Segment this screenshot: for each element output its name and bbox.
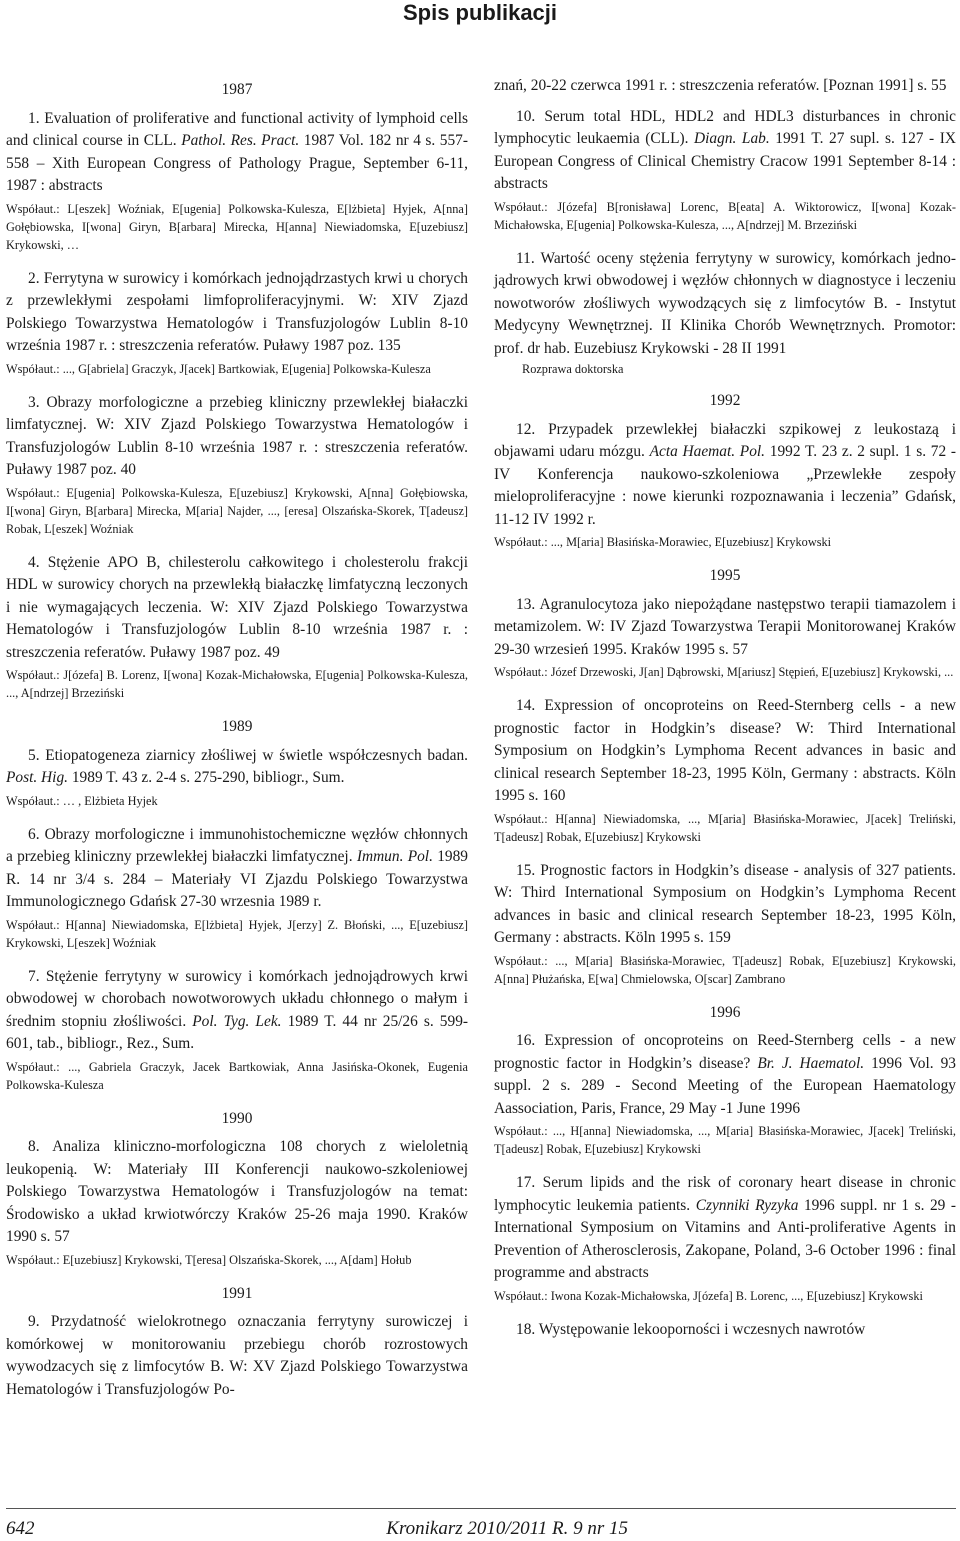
year-heading-1990: 1990 xyxy=(221,1109,253,1127)
coauthors-13: Współaut.: Józef Drzewoski, J[an] Dąbrowski, M[ariusz] Stępień, E[uzebiusz] Krykowski, ... xyxy=(494,665,954,679)
year-heading-1996: 1996 xyxy=(709,1003,741,1021)
journal-title: Pathol. Res. Pract. xyxy=(181,132,300,149)
journal-title: Immun. Pol. xyxy=(356,848,433,865)
publication-entry-1: 1. Evaluation of proliferative and functional activity of lymphoid cells and clinical course in CLL. Pathol. Res. Pract. 1987 Vol. 182 nr 4 s. 557-558 – Xith European Congress of Pathology Prague, September 6-11, 1987 : abstracts xyxy=(6,109,468,194)
publication-entry-12: 12. Przypadek przewlekłej białaczki szpikowej z leukostazą i objawami udaru mózgu. Acta Haemat. Pol. 1992 T. 23 z. 2 supl. 1 s. 72 - IV Konferencja naukowo-szkoleniowa „Przewlekłe zespoły mieloproliferacyjne : nowe kierunki rozpoznawania i leczenia” Gdańsk, 11-12 IV 1992 r. xyxy=(494,420,957,528)
publication-entry-2: 2. Ferrytyna w surowicy i komórkach jednojądrzastych krwi u chorych z przewlekłymi zespołami limfoproliferacyjnymi. W: XIV Zjazd Polskiego Towarzystwa Hematologów i Transfuzjologów Lublin 8-10 września 1987 r. : streszczenia referatów. Puławy 1987 poz. 135 xyxy=(6,269,468,354)
year-heading-1989: 1989 xyxy=(221,718,253,735)
publication-entry-10: 10. Serum total HDL, HDL2 and HDL3 disturbances in chronic lymphocytic leukaemia (CLL). Diagn. Lab. 1991 T. 27 supl. s. 127 - IX European Congress of Clinical Chemistry Cracow 1991 September 8-14 : abstracts xyxy=(494,107,956,192)
journal-title: Diagn. Lab. xyxy=(694,130,770,147)
coauthors-14: Współaut.: H[anna] Niewiadomska, ..., M[aria] Błasińska-Morawiec, J[acek] Treliński, T[adeusz] Robak, E[uzebiusz] Krykowski xyxy=(494,811,956,844)
year-heading-1991: 1991 xyxy=(221,1284,253,1302)
journal-title: Czynniki Ryzyka xyxy=(695,1196,799,1214)
publication-entry-8: 8. Analiza kliniczno-morfologiczna 108 chorych z wieloletnią leukopenią. W: Materiały III Konferencji naukowo-szkoleniowej Polskiego Towarzystwa Hematologów i Transfuzjologów na temat: Środowisko a układ krwiotwórczy Kraków 25-26 maja 1990. Kraków 1990 s. 57 xyxy=(6,1138,468,1245)
publication-entry-5: 5. Etiopatogeneza ziarnicy złośliwej w świetle współczesnych badan. Post. Hig. 1989 T. 43 z. 2-4 s. 275-290, bibliogr., Sum. xyxy=(6,746,468,786)
coauthors-6: Współaut.: H[anna] Niewiadomska, E[lżbieta] Hyjek, J[erzy] Z. Błoński, ..., E[uzebiusz] Krykowski, L[eszek] Woźniak xyxy=(6,917,468,950)
coauthors-5: Współaut.: … , Elżbieta Hyjek xyxy=(6,793,158,808)
coauthors-15: Współaut.: ..., M[aria] Błasińska-Morawiec, T[adeusz] Robak, E[uzebiusz] Krykowski, A[nna] Płużańska, E[wa] Chmielowska, O[scar] Zambrano xyxy=(494,953,956,986)
publication-entry-9: 9. Przydatność wielokrotnego oznaczania ferrytyny surowiczej i komórkowej w monitorowaniu przebiegu chorób rozrostowych wywodzacych się z limfocytów B. W: XV Zjazd Polskiego Towarzystwa Hematologów i Transfuzjologów Po- xyxy=(6,1313,468,1398)
right-column xyxy=(494,75,956,1341)
left-column xyxy=(6,75,468,1401)
coauthors-8: Współaut.: E[uzebiusz] Krykowski, T[eresa] Olszańska-Skorek, ..., A[dam] Hołub xyxy=(6,1252,412,1267)
coauthors-4: Współaut.: J[ózefa] B. Lorenz, I[wona] Kozak-Michałowska, E[ugenia] Polkowska-Kulesza, ..., A[ndrzej] Brzeziński xyxy=(6,668,469,700)
publication-entry-13: 13. Agranulocytoza jako niepożądane następstwo terapii tiamazolem i metamizolem. W: IV Zjazd Towarzystwa Terapii Monitorowanej Kraków 29-30 wrzesień 1995. Kraków 1995 s. 57 xyxy=(494,595,956,658)
publication-entry-6: 6. Obrazy morfologiczne i immunohistochemiczne węzłów chłonnych a przebieg kliniczny przewlekłej białaczki limfatycznej. Immun. Pol. 1989 R. 14 nr 3/4 s. 284 – Materiały VI Zjazdu Polskiego Towarzystwa Immunologicznego Gdańsk 27-30 wrzesnia 1989 r. xyxy=(6,825,468,910)
page-number: 642 xyxy=(6,1518,35,1539)
journal-title: Acta Haemat. Pol. xyxy=(649,443,766,460)
page-title: Spis publikacji xyxy=(402,0,558,25)
publication-entry-14: 14. Expression of oncoproteins on Reed-Sternberg cells - a new prognostic factor in Hodgkin’s disease? W: Third International Symposium on Hodgkin’s Lymphoma Recent advances in basic and clinical research September 18-23, 1995 Köln, Germany : abstracts. Köln 1995 s. 160 xyxy=(494,697,956,804)
coauthors-17: Współaut.: Iwona Kozak-Michałowska, J[ózefa] B. Lorenc, ..., E[uzebiusz] Krykowski xyxy=(494,1288,923,1303)
publication-entry-4: 4. Stężenie APO B, chilesterolu całkowitego i cholesterolu frakcji HDL w surowicy chorych na przewlekłą białaczkę limfatyczną leczonych i nie wymagających leczenia. W: XIV Zjazd Polskiego Towarzystwa Hematologów i Transfuzjologów Lublin 8-10 września 1987 r. : streszczenia referatów. Puławy 1987 poz. 49 xyxy=(6,553,468,661)
thesis-note: Rozprawa doktorska xyxy=(522,362,624,376)
coauthors-16: Współaut.: ..., H[anna] Niewiadomska, ..., M[aria] Błasińska-Morawiec, J[acek] Treliński, T[adeusz] Robak, E[uzebiusz] Krykowski xyxy=(494,1124,956,1156)
footer-divider xyxy=(6,1508,956,1509)
coauthors-12: Współaut.: ..., M[aria] Błasińska-Morawiec, E[uzebiusz] Krykowski xyxy=(494,535,832,549)
publication-entry-7: 7. Stężenie ferrytyny w surowicy i komórkach jednojądrowych krwi obwodowej w chorobach nowotworowych układu chłonnego o małym i średnim stopniu złośliwości. Pol. Tyg. Lek. 1989 T. 44 nr 25/26 s. 599-601, tab., bibliogr., Rez., Sum. xyxy=(6,967,469,1052)
year-heading-1987: 1987 xyxy=(221,81,253,98)
coauthors-1: Współaut.: L[eszek] Woźniak, E[ugenia] Polkowska-Kulesza, E[lżbieta] Hyjek, A[nna] Gołębiowska, I[wona] Giryn, B[arbara] Mirecka, H[anna] Niewiadomska, E[uzebiusz] Krykowski, … xyxy=(6,201,468,252)
year-heading-1992: 1992 xyxy=(709,392,741,409)
publication-entry-3: 3. Obrazy morfologiczne a przebieg kliniczny przewlekłej białaczki limfatycznej. W: XIV Zjazd Polskiego Towarzystwa Hematologów i Transfuzjologów Lublin 8-10 września 1987 r. : streszczenia referatów. Puławy 1987 poz. 40 xyxy=(6,393,468,478)
publication-entry-18: 18. Występowanie lekooporności i wczesnych nawrotów xyxy=(516,1320,866,1338)
journal-title: Post. Hig. xyxy=(6,769,68,786)
journal-issue: Kronikarz 2010/2011 R. 9 nr 15 xyxy=(386,1518,628,1539)
publication-entry-9-continued: znań, 20-22 czerwca 1991 r. : streszczenia referatów. [Poznan 1991] s. 55 xyxy=(494,77,947,94)
journal-title: Br. J. Haematol. xyxy=(757,1054,865,1072)
coauthors-2: Współaut.: ..., G[abriela] Graczyk, J[acek] Bartkowiak, E[ugenia] Polkowska-Kulesza xyxy=(6,361,431,376)
journal-title: Pol. Tyg. Lek. xyxy=(192,1012,282,1030)
coauthors-3: Współaut.: E[ugenia] Polkowska-Kulesza, E[uzebiusz] Krykowski, A[nna] Gołębiowska, I[wona] Giryn, B[arbara] Mirecka, M[aria] Najder, ..., [eresa] Olszańska-Skorek, T[adeusz] Robak, L[eszek] Woźniak xyxy=(6,485,468,536)
publication-entry-15: 15. Prognostic factors in Hodgkin’s disease - analysis of 327 patients. W: Third International Symposium on Hodgkin’s Lymphoma Recent advances in basic and clinical research September 18-23, 1995 Köln, Germany : abstracts. Köln 1995 s. 159 xyxy=(494,861,956,946)
year-heading-1995: 1995 xyxy=(709,567,741,584)
publication-entry-17: 17. Serum lipids and the risk of coronary heart disease in chronic lymphocytic leukemia patients. Czynniki Ryzyka 1996 suppl. nr 1 s. 29 - International Symposium on Vitamins and Anti-proliferative Agents in Prevention of Atherosclerosis, Zakopane, Poland, 3-6 October 1996 : final programme and abstracts xyxy=(494,1174,956,1281)
coauthors-7: Współaut.: ..., Gabriela Graczyk, Jacek Bartkowiak, Anna Jasińska-Okonek, Eugenia Polkowska-Kulesza xyxy=(6,1059,468,1092)
publication-entry-16: 16. Expression of oncoproteins on Reed-Sternberg cells - a new prognostic factor in Hodgkin’s disease? Br. J. Haematol. 1996 Vol. 93 suppl. 2 s. 289 - Second Meeting of the European Haematology Aassociation, Paris, France, 29 May -1 June 1996 xyxy=(494,1032,956,1117)
publication-entry-11: 11. Wartość oceny stężenia ferrytyny w surowicy, komórkach jedno-jądrowych krwi obwodowej i węzłów chłonnych w diagnostyce i leczeniu nowotworów złośliwych wywodzących się z limfocytów B. - Instytut Medycyny Wewnętrznej. II Klinika Chorób Wewnętrznych. Promotor: prof. dr hab. Euzebiusz Krykowski - 28 II 1991 xyxy=(494,249,956,357)
coauthors-10: Współaut.: J[ózefa] B[ronisława] Lorenc, B[eata] A. Wiktorowicz, I[wona] Kozak-Michałowska, E[ugenia] Polkowska-Kulesza, ..., A[ndrzej] M. Brzeziński xyxy=(494,199,956,232)
